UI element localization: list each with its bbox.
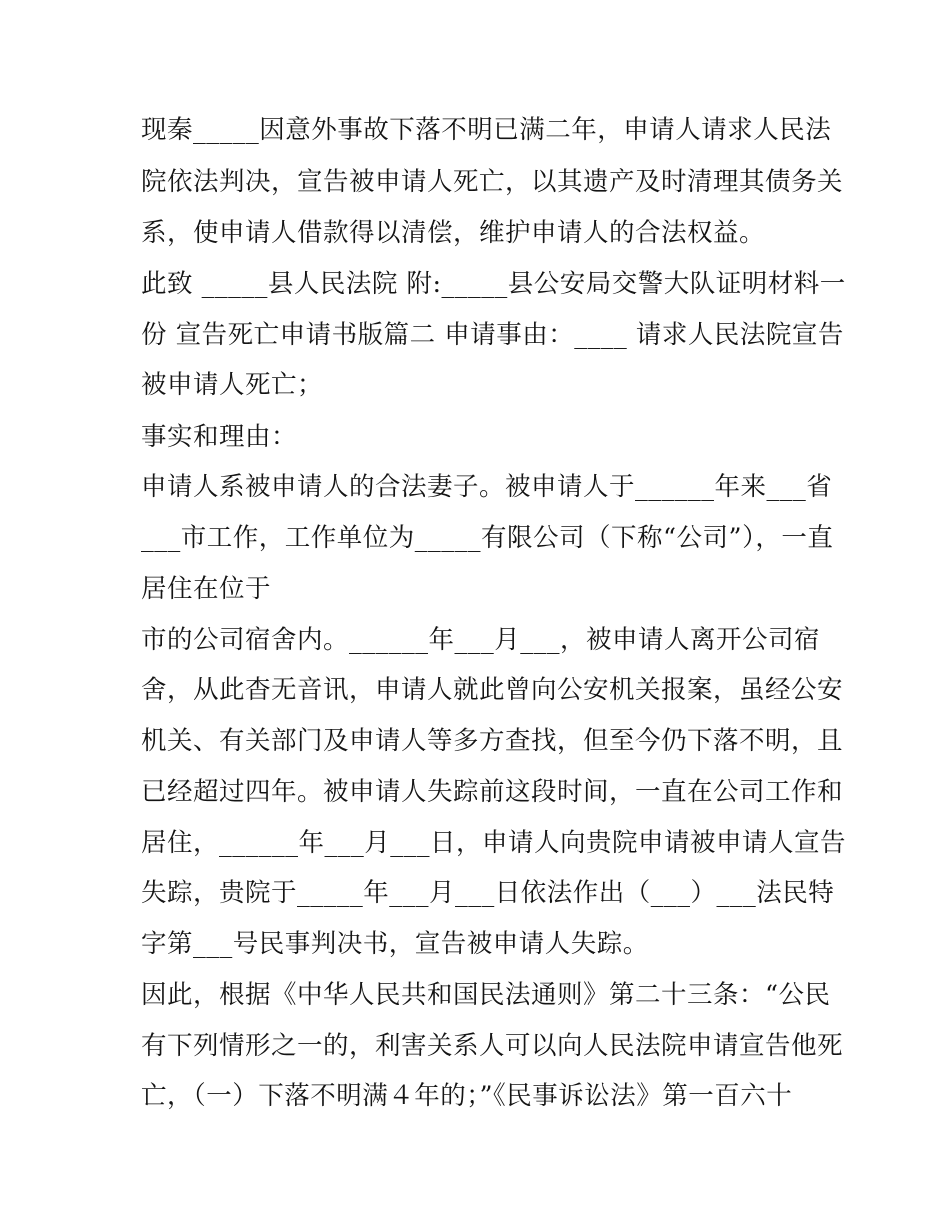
text-line: 失踪，贵院于_____年___月___日依法作出（___）___法民特: [141, 878, 835, 908]
text-line: 被申请人死亡；: [141, 370, 324, 400]
text-line: 份 宣告死亡申请书版篇二 申请事由：____ 请求人民法院宣告: [141, 320, 844, 350]
text-line: 现秦_____因意外事故下落不明已满二年，申请人请求人民法: [141, 115, 832, 145]
text-line: 市的公司宿舍内。______年___月___，被申请人离开公司宿: [141, 625, 821, 655]
text-line: 因此，根据《中华人民共和国民法通则》第二十三条：“公民: [141, 980, 831, 1010]
text-line: 居住，______年___月___日，申请人向贵院申请被申请人宣告: [141, 828, 847, 858]
text-line: 此致 _____县人民法院 附:_____县公安局交警大队证明材料一: [141, 269, 846, 299]
text-line: 已经超过四年。被申请人失踪前这段时间，一直在公司工作和: [141, 777, 844, 807]
text-line: 舍，从此杳无音讯，申请人就此曾向公安机关报案，虽经公安: [141, 675, 844, 705]
text-line: 有下列情形之一的，利害关系人可以向人民法院申请宣告他死: [141, 1031, 844, 1061]
text-line: ___市工作，工作单位为_____有限公司（下称“公司”），一直: [141, 523, 834, 553]
text-line: 院依法判决，宣告被申请人死亡，以其遗产及时清理其债务关: [141, 167, 844, 197]
text-line: 字第___号民事判决书，宣告被申请人失踪。: [141, 929, 649, 959]
text-line: 亡，（一）下落不明满４年的；”《民事诉讼法》第一百六十: [141, 1081, 793, 1111]
text-line: 事实和理由：: [141, 422, 298, 452]
text-line: 机关、有关部门及申请人等多方查找，但至今仍下落不明，且: [141, 726, 844, 756]
text-line: 申请人系被申请人的合法妻子。被申请人于______年来___省: [141, 472, 833, 502]
text-line: 居住在位于: [141, 574, 272, 604]
text-line: 系，使申请人借款得以清偿，维护申请人的合法权益。: [141, 218, 766, 248]
